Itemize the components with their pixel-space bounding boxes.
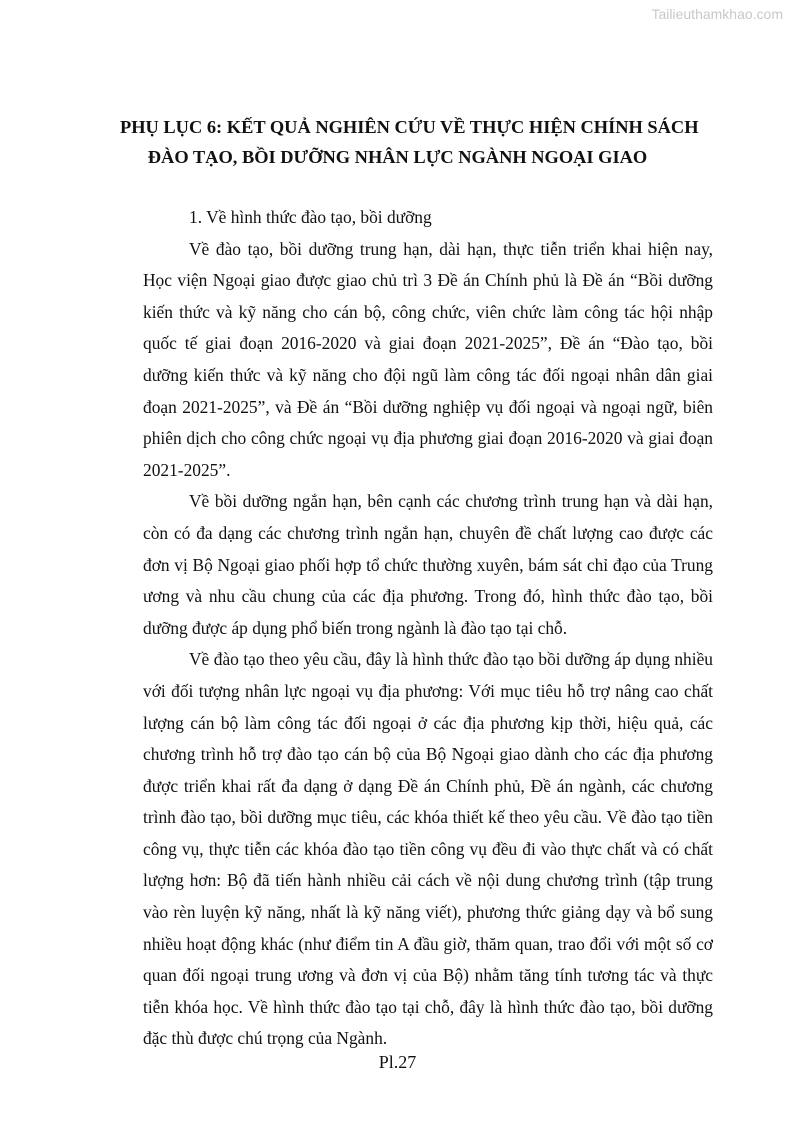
paragraph-2: Về bồi dưỡng ngắn hạn, bên cạnh các chương trình trung hạn và dài hạn, còn có đa dạng các chương trình ngắn hạn, chuyên đề chất lượng cao được các đơn vị Bộ Ngoại giao phối hợp tổ chức thường xuyên, bám sát chỉ đạo của Trung ương và nhu cầu chung của các địa phương. Trong đó, hình thức đào tạo, bồi dưỡng được áp dụng phổ biến trong ngành là đào tạo tại chỗ.	[143, 491, 713, 638]
title-line-2: ĐÀO TẠO, BỒI DƯỠNG NHÂN LỰC NGÀNH NGOẠI GIAO	[147, 147, 648, 167]
page-number: Pl.27	[378, 1052, 417, 1072]
document-body	[143, 202, 713, 1055]
watermark: Tailieuthamkhao.com	[651, 6, 783, 22]
page-title	[120, 112, 699, 172]
section-heading: 1. Về hình thức đào tạo, bồi dưỡng	[189, 207, 432, 227]
title-line-1: PHỤ LỤC 6: KẾT QUẢ NGHIÊN CỨU VỀ THỰC HIỆN CHÍNH SÁCH	[120, 117, 699, 137]
paragraph-3: Về đào tạo theo yêu cầu, đây là hình thức đào tạo bồi dưỡng áp dụng nhiều với đối tượng nhân lực ngoại vụ địa phương: Với mục tiêu hỗ trợ nâng cao chất lượng cán bộ làm công tác đối ngoại ở các địa phương kịp thời, hiệu quả, các chương trình hỗ trợ đào tạo cán bộ của Bộ Ngoại giao dành cho các địa phương được triển khai rất đa dạng ở dạng Đề án Chính phủ, Đề án ngành, các chương trình đào tạo, bồi dưỡng mục tiêu, các khóa thiết kế theo yêu cầu. Về đào tạo tiền công vụ, thực tiễn các khóa đào tạo tiền công vụ đều đi vào thực chất và có chất lượng hơn: Bộ đã tiến hành nhiều cải cách về nội dung chương trình (tập trung vào rèn luyện kỹ năng, nhất là kỹ năng viết), phương thức giảng dạy và bổ sung nhiều hoạt động khác (như điểm tin A đầu giờ, thăm quan, trao đổi với một số cơ quan đối ngoại trung ương và đơn vị của Bộ) nhằm tăng tính tương tác và thực tiễn khóa học. Về hình thức đào tạo tại chỗ, đây là hình thức đào tạo, bồi dưỡng đặc thù được chú trọng của Ngành.	[143, 649, 713, 1049]
paragraph-1: Về đào tạo, bồi dưỡng trung hạn, dài hạn, thực tiễn triển khai hiện nay, Học viện Ngoại giao được giao chủ trì 3 Đề án Chính phủ là Đề án “Bồi dưỡng kiến thức và kỹ năng cho cán bộ, công chức, viên chức làm công tác hội nhập quốc tế giai đoạn 2016-2020 và giai đoạn 2021-2025”, Đề án “Đào tạo, bồi dưỡng kiến thức và kỹ năng cho đội ngũ làm công tác đối ngoại nhân dân giai đoạn 2021-2025”, và Đề án “Bồi dưỡng nghiệp vụ đối ngoại và ngoại ngữ, biên phiên dịch cho công chức ngoại vụ địa phương giai đoạn 2016-2020 và giai đoạn 2021-2025”.	[143, 238, 713, 480]
